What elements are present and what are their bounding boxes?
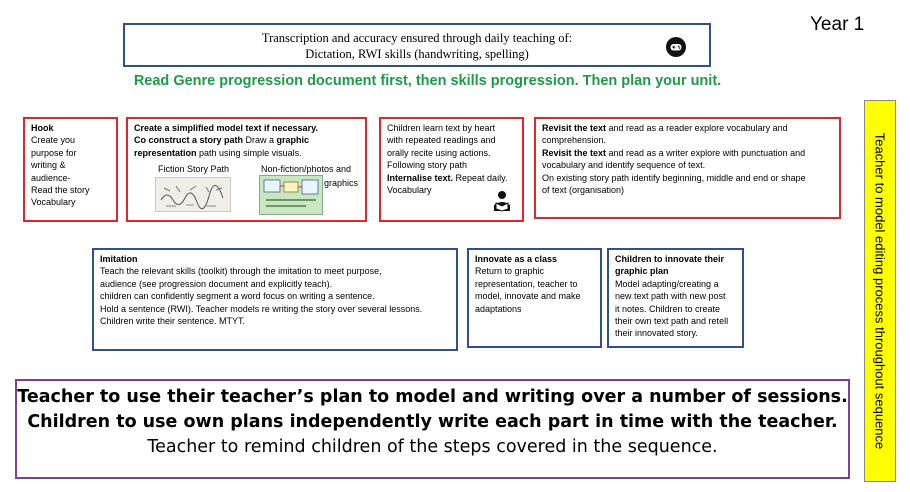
story-path-phrase: Co construct a story path [134, 135, 244, 146]
planning-instruction: Read Genre progression document first, then skills progression. Then plan your unit. [133, 73, 722, 89]
hook-line: purpose for [31, 147, 77, 158]
learn-text-line: Children learn text by heart [387, 123, 496, 133]
model-text-line [134, 147, 359, 159]
model-text-fragment: path using simple visuals. [196, 147, 302, 158]
model-text-box [126, 117, 367, 222]
non-fiction-label: Non-fiction/photos and [261, 164, 352, 174]
teacher-plan-box [15, 379, 850, 479]
innovate-class-line: model, innovate and make [475, 291, 581, 302]
revisit-fragment: and read as a writer explore with punctuation and [606, 147, 806, 158]
innovate-class-box [467, 248, 602, 348]
hook-line: audience- [31, 172, 71, 183]
story-path-image [155, 177, 231, 212]
imitation-line: Hold a sentence (RWI). Teacher models re writing the story over several lessons. [100, 303, 423, 314]
learn-text-line: orally recite using actions. [387, 147, 491, 158]
hook-line: Create you [31, 135, 76, 146]
game-controller-icon [666, 37, 686, 57]
innovate-class-line: Return to graphic [475, 266, 545, 277]
innovate-children-line: their innovated story. [615, 328, 698, 339]
teacher-plan-line-1: Teacher to use their teacher’s plan to model and writing over a number of sessions. [17, 387, 848, 407]
hook-line: writing & [31, 160, 66, 171]
learn-text-line [387, 172, 516, 184]
revisit-text-box [534, 117, 841, 219]
teacher-plan-line-3: Teacher to remind children of the steps covered in the sequence. [147, 437, 718, 457]
hook-box [23, 117, 118, 222]
revisit-line: of text (organisation) [542, 185, 625, 196]
innovate-children-line: their own text path and retell [615, 316, 729, 327]
model-text-fragment: Draw a [243, 135, 277, 146]
innovate-children-box [607, 248, 744, 348]
year-label: Year 1 [810, 14, 865, 35]
editing-process-bar [864, 100, 896, 482]
innovate-children-line: Model adapting/creating a [615, 278, 719, 289]
editing-process-text: Teacher to model editing process throughout sequence [872, 132, 888, 450]
graphics-label: graphics [324, 178, 359, 188]
revisit-line: On existing story path identify beginning, middle and end or shape [542, 172, 806, 183]
imitation-box [92, 248, 458, 351]
revisit-line: comprehension. [542, 135, 607, 146]
revisit-line: vocabulary and identify sequence of text. [542, 160, 706, 171]
reader-icon [492, 190, 512, 212]
non-fiction-photo-image [259, 175, 323, 215]
imitation-title: Imitation [100, 254, 138, 264]
innovate-children-title: graphic plan [615, 266, 669, 277]
innovate-class-title: Innovate as a class [475, 254, 558, 264]
innovate-children-title: Children to innovate their [615, 254, 725, 264]
innovate-class-line: adaptations [475, 303, 522, 314]
learn-text-box [379, 117, 524, 222]
revisit-fragment: and read as a reader explore vocabulary and [606, 123, 788, 133]
model-text-line [134, 134, 359, 146]
graphic-phrase: graphic [276, 135, 310, 146]
imitation-line: Children write their sentence. MTYT. [100, 316, 246, 327]
innovate-children-line: it notes. Children to create [615, 303, 721, 314]
innovate-class-line: representation, teacher to [475, 278, 578, 289]
hook-line: Read the story [31, 185, 90, 196]
hook-title: Hook [31, 123, 54, 133]
imitation-line: children can confidently segment a word focus on writing a sentence. [100, 291, 375, 302]
learn-text-line: Following story path [387, 160, 468, 171]
innovate-children-line: new text path with new post [615, 291, 726, 302]
revisit-phrase: Revisit the text [542, 123, 607, 133]
revisit-phrase: Revisit the text [542, 147, 607, 158]
learn-text-fragment: Repeat daily. [453, 172, 508, 183]
model-text-title: Create a simplified model text if necessary. [134, 123, 318, 133]
fiction-story-path-label: Fiction Story Path [158, 164, 230, 174]
transcription-box [123, 23, 711, 67]
imitation-line: audience (see progression document and explicitly teach). [100, 278, 333, 289]
representation-phrase: representation [134, 147, 197, 158]
transcription-line-2: Dictation, RWI skills (handwriting, spelling) [305, 47, 529, 61]
transcription-line-1: Transcription and accuracy ensured through daily teaching of: [261, 31, 573, 45]
learn-text-line: Vocabulary [387, 185, 432, 196]
hook-line: Vocabulary [31, 197, 76, 208]
learn-text-line: with repeated readings and [387, 135, 496, 146]
internalise-phrase: Internalise text. [387, 172, 454, 183]
teacher-plan-line-2: Children to use own plans independently write each part in time with the teacher. [27, 412, 838, 432]
imitation-line: Teach the relevant skills (toolkit) through the imitation to meet purpose, [100, 266, 382, 277]
